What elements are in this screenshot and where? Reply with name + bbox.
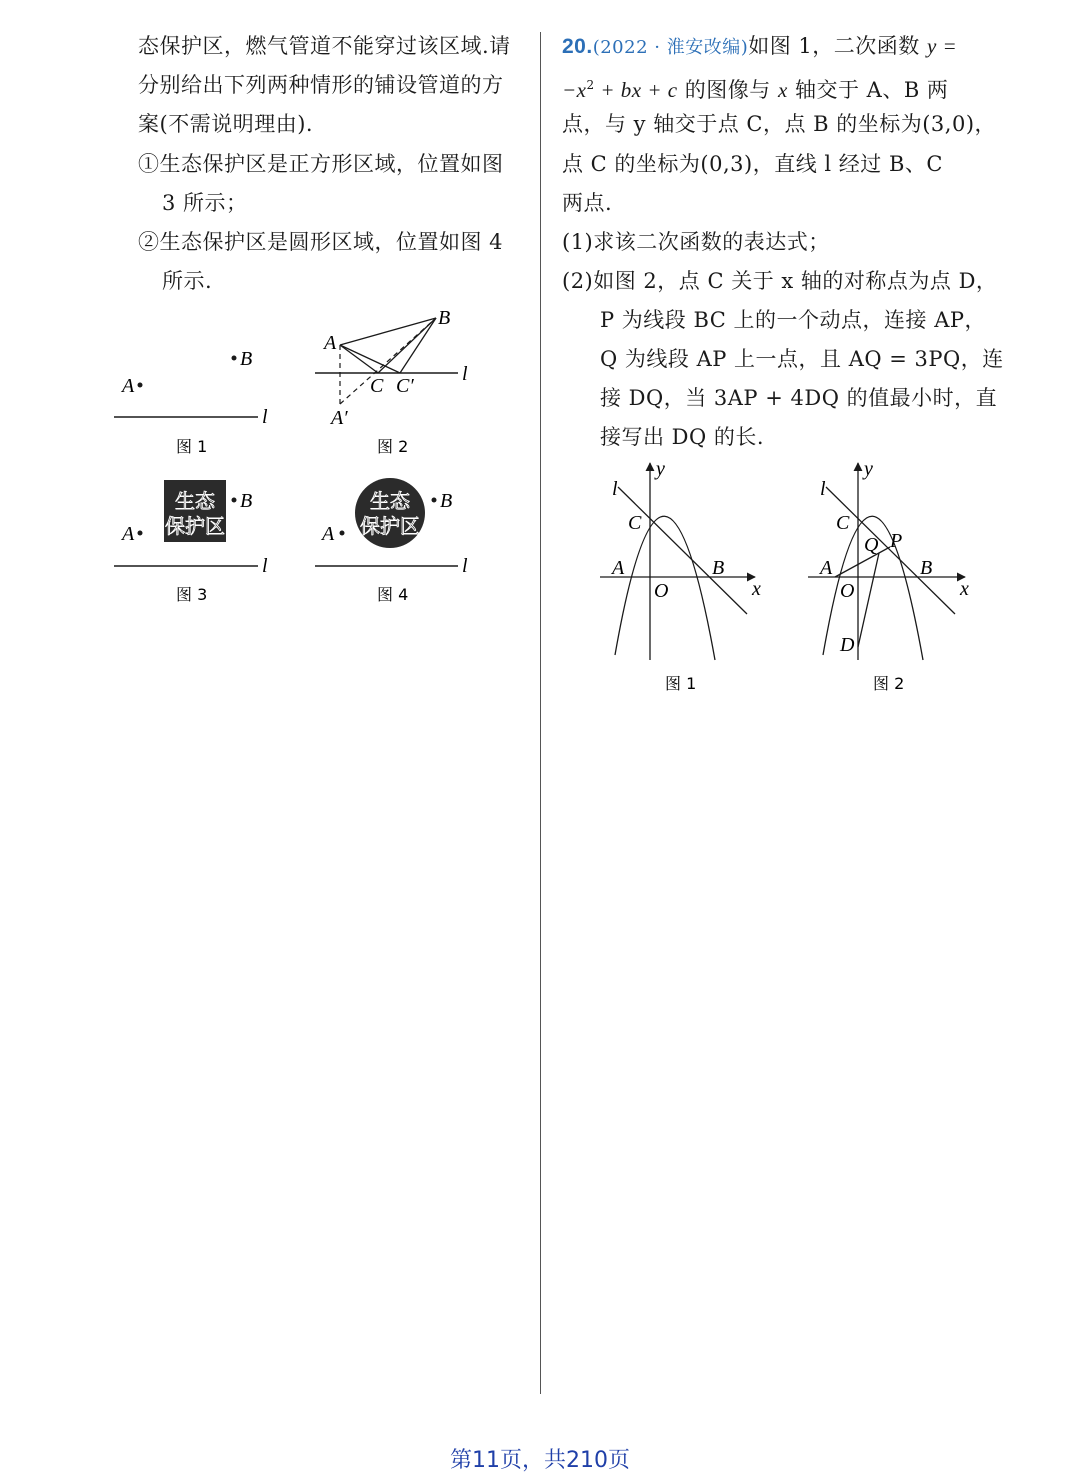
text-span: 的图像与 bbox=[677, 78, 778, 102]
line-l bbox=[618, 487, 747, 614]
case-2-text-cont: 所示. bbox=[162, 269, 213, 293]
label-c: C bbox=[836, 512, 850, 534]
part-1: (1)求该二次函数的表达式； bbox=[562, 230, 830, 254]
question-20-line-4: 点 C 的坐标为(0,3)，直线 l 经过 B、C bbox=[562, 152, 943, 176]
zone-label-line-1: 生态 bbox=[370, 489, 410, 513]
label-a: A bbox=[122, 375, 135, 397]
part-2-line-1: (2)如图 2，点 C 关于 x 轴的对称点为点 D， bbox=[562, 269, 998, 293]
zone-label-line-1: 生态 bbox=[175, 489, 215, 513]
label-x: x bbox=[752, 578, 761, 600]
right-figures bbox=[590, 455, 1010, 705]
label-l: l bbox=[462, 363, 468, 385]
exponent: 2 bbox=[586, 78, 595, 92]
text-span: 轴交于 A、B 两 bbox=[787, 78, 949, 102]
segment-ac-prime bbox=[340, 345, 400, 373]
page-footer: 第11页，共210页 bbox=[450, 1448, 630, 1473]
label-b: B bbox=[240, 348, 253, 370]
text-line: 态保护区，燃气管道不能穿过该区域.请 bbox=[138, 34, 511, 58]
equation-part: + bx + c bbox=[594, 78, 678, 102]
text-span: 如图 1，二次函数 bbox=[748, 34, 927, 58]
equation-part: −x bbox=[562, 78, 587, 102]
equation-y: y = bbox=[926, 34, 958, 58]
label-b: B bbox=[438, 307, 451, 329]
question-20-line-3: 点，与 y 轴交于点 C，点 B 的坐标为(3,0)， bbox=[562, 112, 997, 136]
case-1-text: ①生态保护区是正方形区域，位置如图 bbox=[138, 152, 504, 176]
label-o: O bbox=[840, 580, 855, 602]
label-l: l bbox=[262, 406, 268, 428]
label-a: A bbox=[324, 332, 337, 354]
text-line: 案(不需说明理由). bbox=[138, 112, 314, 136]
label-y: y bbox=[656, 458, 665, 480]
segment-ac bbox=[340, 345, 378, 373]
figure-4 bbox=[315, 478, 468, 604]
label-b: B bbox=[440, 490, 453, 512]
label-l: l bbox=[262, 555, 268, 577]
point-b bbox=[432, 498, 437, 503]
segment-dq bbox=[858, 553, 879, 647]
label-c: C bbox=[370, 375, 384, 397]
figure-1 bbox=[114, 348, 268, 456]
label-l: l bbox=[612, 478, 618, 500]
label-a: A bbox=[122, 523, 135, 545]
label-d: D bbox=[840, 634, 855, 656]
question-20-line-5: 两点. bbox=[562, 191, 613, 215]
case-1-text-cont: 3 所示； bbox=[162, 191, 248, 215]
caption-fig-1: 图 1 bbox=[176, 437, 208, 456]
label-l: l bbox=[820, 478, 826, 500]
label-a: A bbox=[612, 557, 625, 579]
label-p: P bbox=[890, 530, 903, 552]
part-2-line-3: Q 为线段 AP 上一点，且 AQ = 3PQ，连 bbox=[600, 347, 1004, 371]
figure-2 bbox=[315, 307, 468, 456]
caption-fig-4: 图 4 bbox=[377, 585, 409, 604]
graph-figure-1 bbox=[600, 458, 761, 693]
column-divider bbox=[540, 32, 541, 1394]
label-b: B bbox=[920, 557, 933, 579]
label-c-prime: C′ bbox=[396, 375, 414, 397]
question-20-line-1 bbox=[562, 27, 957, 67]
text-line: 分别给出下列两种情形的铺设管道的方 bbox=[138, 73, 504, 97]
point-b bbox=[232, 356, 237, 361]
zone-label-line-2: 保护区 bbox=[165, 514, 225, 538]
part-2-line-2: P 为线段 BC 上的一个动点，连接 AP， bbox=[600, 308, 987, 332]
zone-label-line-2: 保护区 bbox=[360, 514, 420, 538]
label-a-prime: A′ bbox=[331, 407, 348, 429]
question-20-line-2 bbox=[562, 66, 948, 110]
label-o: O bbox=[654, 580, 669, 602]
caption-graph-1: 图 1 bbox=[665, 674, 697, 693]
label-b: B bbox=[712, 557, 725, 579]
caption-fig-3: 图 3 bbox=[176, 585, 208, 604]
caption-fig-2: 图 2 bbox=[377, 437, 409, 456]
point-b bbox=[232, 498, 237, 503]
label-x: x bbox=[960, 578, 969, 600]
question-source: (2022 · 淮安改编) bbox=[592, 37, 749, 58]
case-2-text: ②生态保护区是圆形区域，位置如图 4 bbox=[138, 230, 504, 254]
part-2-line-5: 接写出 DQ 的长. bbox=[600, 425, 765, 449]
question-number: 20. bbox=[562, 35, 593, 58]
label-q: Q bbox=[864, 534, 879, 556]
point-a bbox=[340, 531, 345, 536]
left-figures bbox=[100, 300, 520, 620]
label-b: B bbox=[240, 490, 253, 512]
label-a: A bbox=[820, 557, 833, 579]
graph-figure-2 bbox=[808, 458, 969, 693]
var-x: x bbox=[777, 78, 788, 102]
label-y: y bbox=[864, 458, 873, 480]
point-a bbox=[138, 383, 143, 388]
part-2-line-4: 接 DQ，当 3AP + 4DQ 的值最小时，直 bbox=[600, 386, 998, 410]
label-c: C bbox=[628, 512, 642, 534]
label-l: l bbox=[462, 555, 468, 577]
label-a: A bbox=[322, 523, 335, 545]
caption-graph-2: 图 2 bbox=[873, 674, 905, 693]
figure-3 bbox=[114, 480, 268, 604]
point-a bbox=[138, 531, 143, 536]
